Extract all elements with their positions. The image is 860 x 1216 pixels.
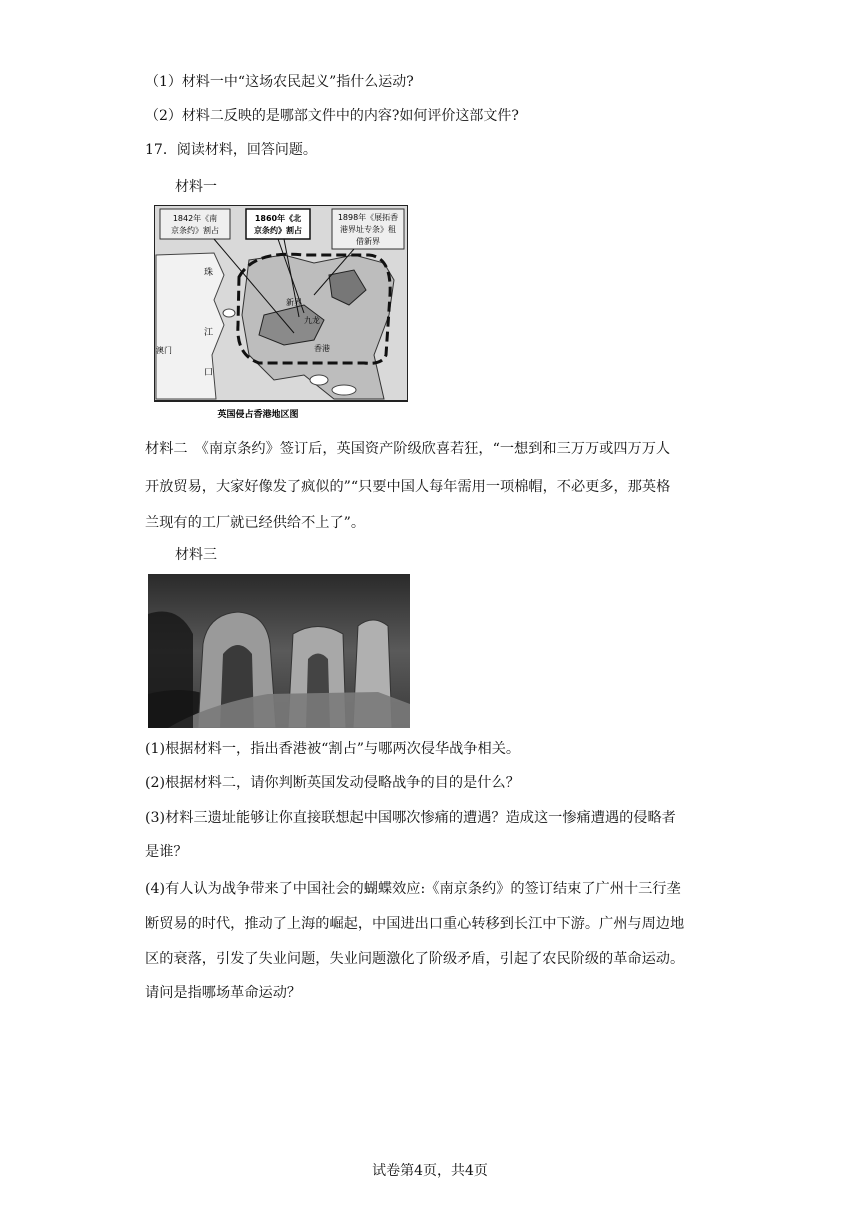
sub-question-4-line-3: 区的衰落，引发了失业问题，失业问题激化了阶级矛盾，引起了农民阶级的革命运动。 [145, 951, 685, 967]
map-place-newterritories: 新界 [286, 298, 302, 307]
map-place-hongkong: 香港 [314, 344, 330, 353]
question-2: （2）材料二反映的是哪部文件中的内容?如何评价这部文件? [145, 108, 519, 124]
map-place-zhu: 珠 [204, 268, 214, 278]
sub-question-2: (2)根据材料二，请你判断英国发动侵略战争的目的是什么？ [145, 775, 520, 791]
map-box3-line2: 港界址专条》租 [340, 225, 396, 234]
page-footer: 试卷第4页，共4页 [372, 1163, 488, 1179]
sub-question-4-line-4: 请问是指哪场革命运动？ [145, 985, 302, 1001]
question-17-title: 17．阅读材料，回答问题。 [145, 142, 317, 158]
map-box2-line1: 1860年《北 [254, 214, 302, 223]
sub-question-4-line-2: 断贸易的时代，推动了上海的崛起，中国进出口重心转移到长江中下游。广州与周边地 [145, 916, 685, 932]
map-place-jiang: 江 [204, 328, 214, 338]
sub-question-3-line-2: 是谁？ [145, 844, 188, 860]
sub-question-4-line-1: (4)有人认为战争带来了中国社会的蝴蝶效应:《南京条约》的签订结束了广州十三行垄 [145, 881, 681, 897]
map-box1-line1: 1842年《南 [172, 214, 218, 223]
material-2-line-1: 材料二 《南京条约》签订后，英国资产阶级欣喜若狂，“一想到和三万万或四万万人 [145, 441, 671, 457]
material-3-label: 材料三 [175, 547, 217, 563]
sub-question-1: (1)根据材料一，指出香港被“割占”与哪两次侵华战争相关。 [145, 741, 521, 757]
material-1-label: 材料一 [175, 179, 217, 195]
hongkong-map [154, 205, 408, 425]
map-box3-line1: 1898年《展拓香 [337, 213, 399, 222]
map-box1-line2: 京条约》割占 [171, 226, 219, 235]
map-box2-line2: 京条约》割占 [254, 226, 302, 235]
sub-question-3-line-1: (3)材料三遗址能够让你直接联想起中国哪次惨痛的遭遇？造成这一惨痛遭遇的侵略者 [145, 810, 676, 826]
map-place-kowloon: 九龙 [304, 316, 320, 325]
map-place-kou: 口 [204, 368, 214, 378]
map-caption: 英国侵占香港地区图 [217, 410, 299, 420]
map-place-macau: 澳门 [156, 346, 172, 355]
ruins-photo [148, 574, 410, 728]
map-box3-line3: 借新界 [356, 237, 380, 246]
material-2-line-3: 兰现有的工厂就已经供给不上了”。 [145, 515, 366, 531]
question-1: （1）材料一中“这场农民起义”指什么运动? [145, 74, 414, 90]
material-2-line-2: 开放贸易，大家好像发了疯似的”“只要中国人每年需用一项棉帽，不必更多，那英格 [145, 479, 671, 495]
